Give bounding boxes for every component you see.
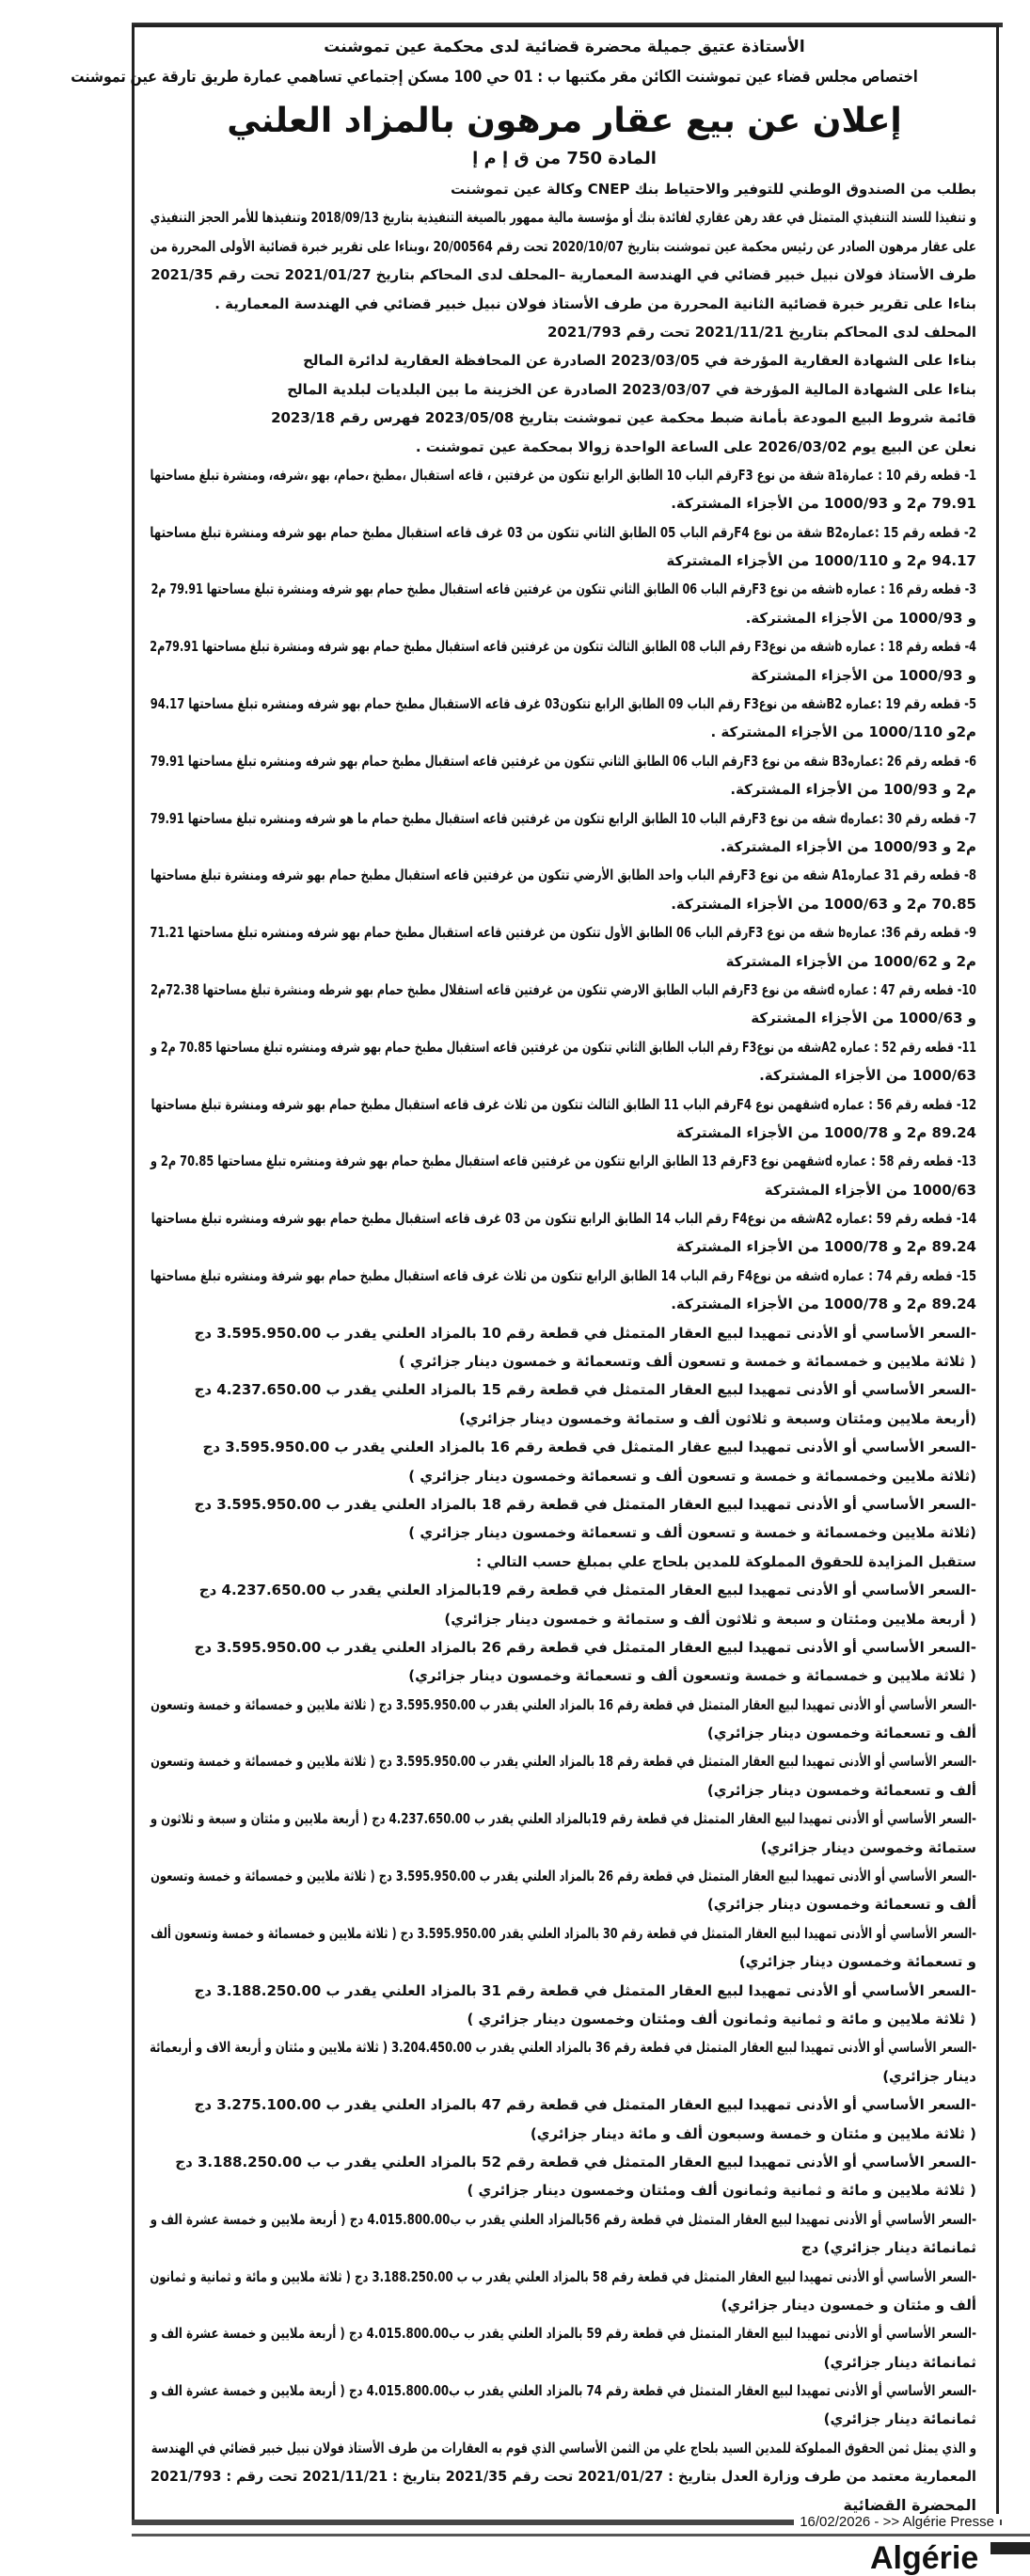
notice-line: 70.85 م2 و 1000/63 من الأجزاء المشتركة.: [671, 895, 976, 913]
notice-line: و 1000/93 من الأجزاء المشتركة.: [745, 609, 976, 627]
notice-line: 8- قطعه رقم 31 عمارهA1 شقه من نوع F3رقم الباب واحد الطابق الأرضي تتكون من غرفتين قاعه استقبال مطبخ حمام بهو شرفه ومنشرة تبلغ مساحتها: [151, 867, 976, 884]
notice-line: 3- قطعه رقم 16 : عماره bشقه من نوع F3رقم الباب 06 الطابق الثاني تتكون من غرفتين قاعه استقبال مطبخ حمام بهو شرفه ومنشرة تبلغ مساحتها 79.91 م2: [151, 580, 976, 598]
notice-line: -السعر الأساسي أو الأدنى تمهيدا لبيع العقار المتمثل في قطعة رقم 19بالمزاد العلني يقدر ب 4.237.650.00 دج: [198, 1582, 976, 1599]
notice-line: على عقار مرهون الصادر عن رئيس محكمة عين تموشنت بتاريخ 2020/10/07 تحت رقم 20/00564 ،وبناءا على تقرير خبرة قضائية الأولى المحررة من: [150, 237, 976, 255]
notice-line: 89.24 م2 و 1000/78 من الأجزاء المشتركة: [675, 1123, 976, 1141]
notice-line: (ثلاثة ملايين وخمسمائة و خمسة و تسعون ألف و تسعمائة وخمسون دينار جزائري ): [408, 1467, 976, 1485]
notice-line: -السعر الأساسي أو الأدنى تمهيدا لبيع العقار المتمثل في قطعة رقم 18 بالمزاد العلني يقدر ب 3.595.950.00 دج ( ثلاثة ملايين و خمسمائة و خمسة وتسعون: [151, 1753, 976, 1771]
notice-line: م2 و 1000/62 من الأجزاء المشتركة: [725, 952, 976, 970]
notice-line: ( ثلاثة ملايين و مائة و ثمانية وثمانون ألف ومئتان وخمسون دينار جزائري ): [467, 2011, 976, 2027]
notice-line: 15- قطعه رقم 74 : عماره dشقه من نوعF4 رقم الباب 14 الطابق الرابع تتكون من ثلاث غرف قاعه استقبال مطبخ حمام بهو شرفة ومنشره تبلغ مساحتها: [150, 1266, 976, 1284]
notice-body: [151, 175, 976, 2520]
notice-line: المعمارية معتمد من طرف وزارة العدل بتاريخ : 2021/01/27 تحت رقم 2021/35 بتاريخ : 2021/11/21 تحت رقم : 2021/793: [150, 2468, 976, 2486]
notice-line: -السعر الأساسي أو الأدنى تمهيدا لبيع العقار المتمثل في قطعة رقم 59 بالمزاد العلني يقدر ب ب4.015.800.00 دج ( أربعة ملايين و خمسة عشرة الف و: [150, 2325, 976, 2343]
notice-line: 10- قطعه رقم 47 : عماره dشقه من نوع F3رقم الباب الطابق الارضي تتكون من غرفتين قاعه استقلال مطبخ حمام بهو شرطه ومنشرة تبلغ مساحتها 72.38م2: [151, 980, 976, 998]
notice-line: -السعر الأساسي أو الأدنى تمهيدا لبيع العقار المتمثل في قطعة رقم 26 بالمزاد العلني يقدر ب 3.595.950.00 دج: [194, 1638, 976, 1656]
notice-line: ( أربعة ملايين ومئتان و سبعة و ثلاثون ألف و ستمائة و خمسون دينار جزائري): [444, 1610, 976, 1628]
notice-line: -السعر الأساسي أو الأدنى تمهيدا لبيع العقار المتمثل في قطعة رقم 19بالمزاد العلني يقدر ب 4.237.650.00 دج ( أربعة ملايين و مئتان و سبعة و ثلاثون و: [150, 1810, 976, 1828]
notice-line: بناءا على الشهادة المالية المؤرخة في 2023/03/07 الصادرة عن الخزينة ما بين البلديات لبلدية المالح: [287, 380, 976, 398]
notice-line: 94.17 م2 و 1000/110 من الأجزاء المشتركة: [666, 552, 976, 570]
notice-line: 11- قطعه رقم 52 : عماره A2شقه من نوعF3 رقم الباب الطابق الثاني تتكون من غرفتين قاعه استقبال مطبخ حمام بهو شرفه ومنشره تبلغ مساحتها 70.85 م2 و: [151, 1038, 976, 1056]
notice-line: 1000/63 من الأجزاء المشتركة: [764, 1181, 976, 1199]
notice-line: -السعر الأساسي أو الأدنى تمهيدا لبيع العقار المتمثل في قطعة رقم 58 بالمزاد العلني يقدر ب ب 3.188.250.00 دج ( ثلاثة ملايين و مائة و ثمانية و ثمانون: [150, 2267, 976, 2285]
bailiff-name-heading: الأستاذة عتيق جميلة محضرة قضائية لدى محكمة عين تموشنت: [324, 38, 805, 56]
notice-line: المحلف لدى المحاكم بتاريخ 2021/11/21 تحت رقم 2021/793: [547, 323, 976, 341]
notice-line: 1000/63 من الأجزاء المشتركة.: [759, 1067, 976, 1085]
notice-line: و 1000/63 من الأجزاء المشتركة: [751, 1010, 976, 1027]
notice-line: -السعر الأساسي أو الأدنى تمهيدا لبيع العقار المتمثل في قطعة رقم 18 بالمزاد العلني يقدر ب 3.595.950.00 دج: [194, 1495, 976, 1513]
signature: المحضرة القضائية: [843, 2495, 976, 2514]
notice-line: بطلب من الصندوق الوطني للتوفير والاحتياط بنك CNEP وكالة عين تموشنت: [450, 181, 976, 198]
notice-line: 1- قطعه رقم 10 : عمارةa1 شقة من نوع F3رقم الباب 10 الطابق الرابع تتكون من غرفتين ، قاعه استقبال ،مطبخ ،حمام، بهو ،شرفه، ومنشرة تبلغ مساحتها: [150, 466, 976, 484]
notice-line: م2 و 1000/93 من الأجزاء المشتركة.: [720, 837, 976, 855]
notice-line: و 1000/93 من الأجزاء المشتركة: [751, 666, 976, 684]
notice-line: (أربعة ملايين ومئتان وسبعة و ثلاثون ألف و ستمائة وخمسون دينار جزائري): [459, 1409, 976, 1427]
masthead-text: Algérie: [870, 2540, 979, 2576]
notice-line: 9- قطعه رقم 36: عمارهb شقه من نوع F3رقم الباب 06 الطابق الأول تتكون من غرفتين قاعه استقبال مطبخ حمام بهو شرفه ومنشره تبلغ مساحتها 71.21: [150, 924, 976, 942]
notice-line: م2 و 100/93 من الأجزاء المشتركة.: [730, 781, 976, 799]
notice-line: -السعر الأساسي أو الأدنى تمهيدا لبيع العقار المتمثل في قطعة رقم 74 بالمزاد العلني يقدر ب ب4.015.800.00 دج ( أربعة ملايين و خمسة عشرة الف و: [150, 2382, 976, 2400]
notice-line: نعلن عن البيع يوم 2026/03/02 على الساعة الواحدة زوالا بمحكمة عين تموشنت .: [415, 437, 976, 455]
source-credit: 16/02/2026 - >> Algérie Presse: [794, 2514, 1000, 2530]
notice-line: 14- قطعه رقم 59 :عماره A2شقه من نوعF4 رقم الباب 14 الطابق الرابع تتكون من 03 غرف قاعه استقبال مطبخ حمام بهو شرفه ومنشره تبلغ مساحتها: [151, 1210, 976, 1228]
notice-line: ستمائة وخموسن دينار جزائري): [760, 1838, 976, 1856]
notice-line: و الذي يمثل ثمن الحقوق المملوكة للمدين السيد بلحاج علي من الثمن الأساسي الذي قوم به العقارات من طرف الأستاذ فولان نبيل خبير قضائي في الهندسة: [151, 2439, 976, 2457]
notice-line: -السعر الأساسي أو الأدنى تمهيدا لبيع العقار المتمثل في قطعة رقم 56بالمزاد العلني يقدر ب ب4.015.800.00 دج ( أربعة ملايين و خمسة عشرة الف و: [150, 2210, 976, 2228]
notice-line: -السعر الأساسي أو الأدنى تمهيدا لبيع العقار المتمثل في قطعة رقم 30 بالمزاد العلني يقدر 3.595.950.00 دج ( ثلاثة ملايين و خمسمائة و خمسة وتسعون ألف: [151, 1924, 976, 1942]
notice-line: ( ثلاثة ملايين و خمسمائة و خمسة و تسعون ألف وتسعمائة و خمسون دينار جزائري ): [398, 1353, 976, 1371]
notice-line: ثمانمائة دينار جزائري): [823, 2353, 976, 2371]
notice-line: بناءا على الشهادة العقارية المؤرخة في 2023/03/05 الصادرة عن المحافظة العقارية لدائرة المالح: [303, 352, 976, 370]
notice-line: 89.24 م2 و 1000/78 من الأجزاء المشتركة: [675, 1238, 976, 1256]
masthead-block: [990, 2542, 1030, 2554]
bailiff-address-heading: اختصاص مجلس قضاء عين تموشنت الكائن مقر مكتبها ب : 01 حي 100 مسكن إجتماعي تساهمي عمارة طريق تارقة عين تموشنت: [71, 68, 918, 87]
notice-line: م2و 1000/110 من الأجزاء المشتركة .: [710, 724, 976, 741]
notice-line: 2- قطعه رقم 15 :عمارهB2 شقة من نوع F4رقم الباب 05 الطابق الثاني تتكون من 03 غرف قاعه استقبال مطبخ حمام بهو شرفه ومنشرة تبلغ مساحتها: [150, 523, 976, 541]
notice-line: بناءا على تقرير خبرة قضائية الثانية المحررة من طرف الأستاذ فولان نبيل خبير قضائي في الهندسة المعمارية .: [214, 294, 976, 312]
notice-line: 89.24 م2 و 1000/78 من الأجزاء المشتركة.: [671, 1296, 976, 1313]
notice-line: 6- قطعه رقم 26 :عمارهB3 شقه من نوع F3رقم الباب 06 الطابق الثاني تتكون من غرفتين قاعه استقبال مطبخ حمام بهو شرفه ومنشره تبلغ مساحتها 79.91: [150, 752, 976, 770]
notice-line: قائمة شروط البيع المودعة بأمانة ضبط محكمة عين تموشنت بتاريخ 2023/05/08 فهرس رقم 2023/18: [271, 409, 976, 427]
notice-line: ( ثلاثة ملايين و مائة و ثمانية وثمانون ألف ومئتان وخمسون دينار جزائري ): [467, 2182, 976, 2200]
footer-rule-secondary: [132, 2534, 1030, 2536]
notice-line: 13- قطعه رقم 58 : عماره dشقهمن نوع F3رقم 13 الطابق الرابع تتكون من غرفتين قاعه استقبال مطبخ حمام بهو شرفة ومنشره تبلغ مساحتها 70.85 م2 و: [150, 1153, 976, 1170]
notice-line: و تنفيذا للسند التنفيذي المتمثل في عقد رهن عقاري لفائدة بنك أو مؤسسة مالية ممهور بالصيغة التنفيذية بتاريخ 2018/09/13 وتنفيذها للأمر الحجز التنفيذي: [150, 209, 976, 227]
notice-line: ألف و تسعمائة وخمسون دينار جزائري): [706, 1781, 976, 1799]
masthead-fragment: [870, 2540, 1030, 2576]
notice-line: ثمانمائة دينار جزائري): [823, 2410, 976, 2428]
notice-line: 79.91 م2 و 1000/93 من الأجزاء المشتركة.: [671, 495, 976, 513]
notice-line: دينار جزائري): [882, 2067, 976, 2085]
notice-line: و تسعمائة وخمسون دينار جزائري): [738, 1953, 976, 1971]
notice-line: -السعر الأساسي أو الأدنى تمهيدا لبيع العقار المتمثل في قطعة رقم 26 بالمزاد العلني يقدر ب 3.595.950.00 دج ( ثلاثة ملايين و خمسمائة و خمسة وتسعون: [151, 1868, 976, 1885]
notice-line: -السعر الأساسي أو الأدنى تمهيدا لبيع العقار المتمثل في قطعة رقم 31 بالمزاد العلني يقدر ب 3.188.250.00 دج: [194, 1981, 976, 1999]
notice-line: -السعر الأساسي أو الأدنى تمهيدا لبيع العقار المتمثل في قطعة رقم 36 بالمزاد العلني يقدر ب 3.204.450.00 ( ثلاثة ملايين و مئتان و أربعة الاف و أربعمائة: [150, 2039, 976, 2057]
legal-article-reference: المادة 750 من ق إ م إ: [472, 149, 657, 168]
notice-title: إعلان عن بيع عقار مرهون بالمزاد العلني: [227, 102, 902, 140]
notice-line: -السعر الأساسي أو الأدنى تمهيدا لبيع العقار المتمثل في قطعة رقم 52 بالمزاد العلني يقدر ب ب 3.188.250.00 دج: [175, 2153, 976, 2171]
notice-line: 12- قطعه رقم 56 : عماره dشقهمن نوع F4رقم الباب 11 الطابق الثالث تتكون من ثلاث غرف قاعه استقبال مطبخ حمام بهو شرفه ومنشرة تبلغ مساحتها: [151, 1095, 976, 1113]
notice-line: ثمانمائة دينار جزائري) دج: [800, 2239, 976, 2257]
notice-line: 7- قطعه رقم 30 :عمارهd شقه من نوع F3رقم الباب 10 الطابق الرابع تتكون من غرفتين قاعه استقبال مطبخ حمام ما هو شرفه ومنشره تبلغ مساحتها 79.91: [150, 809, 976, 827]
notice-line: ألف و تسعمائة وخمسون دينار جزائري): [706, 1896, 976, 1914]
notice-line: ستقبل المزايدة للحقوق المملوكة للمدين بلحاج علي بمبلغ حسب التالي :: [476, 1552, 976, 1570]
notice-line: ألف و تسعمائة وخمسون دينار جزائري): [706, 1725, 976, 1742]
notice-line: ( ثلاثة ملايين و مئتان و خمسة وسبعون ألف و مائة دينار جزائري): [530, 2124, 976, 2142]
notice-line: -السعر الأساسي أو الأدنى تمهيدا لبيع العقار المتمثل في قطعة رقم 10 بالمزاد العلني يقدر ب 3.595.950.00 دج: [194, 1324, 976, 1342]
notice-line: -السعر الأساسي أو الأدنى تمهيدا لبيع العقار المتمثل في قطعة رقم 15 بالمزاد العلني يقدر ب 4.237.650.00 دج: [194, 1381, 976, 1399]
notice-line: 4- قطعه رقم 18 : عماره bشقه من نوعF3 رقم الباب 08 الطابق الثالث تتكون من غرفتين قاعه استقبال مطبخ حمام بهو شرفه ومنشرة تبلغ مساحتها 79.91م2: [150, 638, 976, 656]
notice-line: ( ثلاثة ملايين و خمسمائة و خمسة وتسعون ألف و تسعمائة وخمسون دينار جزائري): [408, 1667, 976, 1685]
notice-line: ألف و مئتان و خمسون دينار جزائري): [721, 2296, 976, 2314]
notice-line: (ثلاثة ملايين وخمسمائة و خمسة و تسعون ألف و تسعمائة وخمسون دينار جزائري ): [408, 1524, 976, 1542]
notice-line: طرف الأستاذ فولان نبيل خبير قضائي في الهندسة المعمارية –المحلف لدى المحاكم بتاريخ 2021/01/27 تحت رقم 2021/35: [151, 266, 976, 284]
notice-line: -السعر الأساسي أو الأدنى تمهيدا لبيع العقار المتمثل في قطعة رقم 16 بالمزاد العلني يقدر ب 3.595.950.00 دج ( ثلاثة ملايين و خمسمائة و خمسة وتسعون: [151, 1695, 976, 1713]
notice-line: -السعر الأساسي أو الأدنى تمهيدا لبيع العقار المتمثل في قطعة رقم 47 بالمزاد العلني يقدر ب 3.275.100.00 دج: [194, 2096, 976, 2114]
notice-line: -السعر الأساسي أو الأدنى تمهيدا لبيع عقار المتمثل في قطعة رقم 16 بالمزاد العلني يقدر ب 3.595.950.00 دج: [202, 1439, 976, 1456]
notice-line: 5- قطعه رقم 19 :عماره B2شقه من نوعF3 رقم الباب 09 الطابق الرابع تتكون03 غرف قاعه الاستقبال مطبخ حمام بهو شرفه ومنشره تبلغ مساحتها 94.17: [150, 695, 976, 713]
